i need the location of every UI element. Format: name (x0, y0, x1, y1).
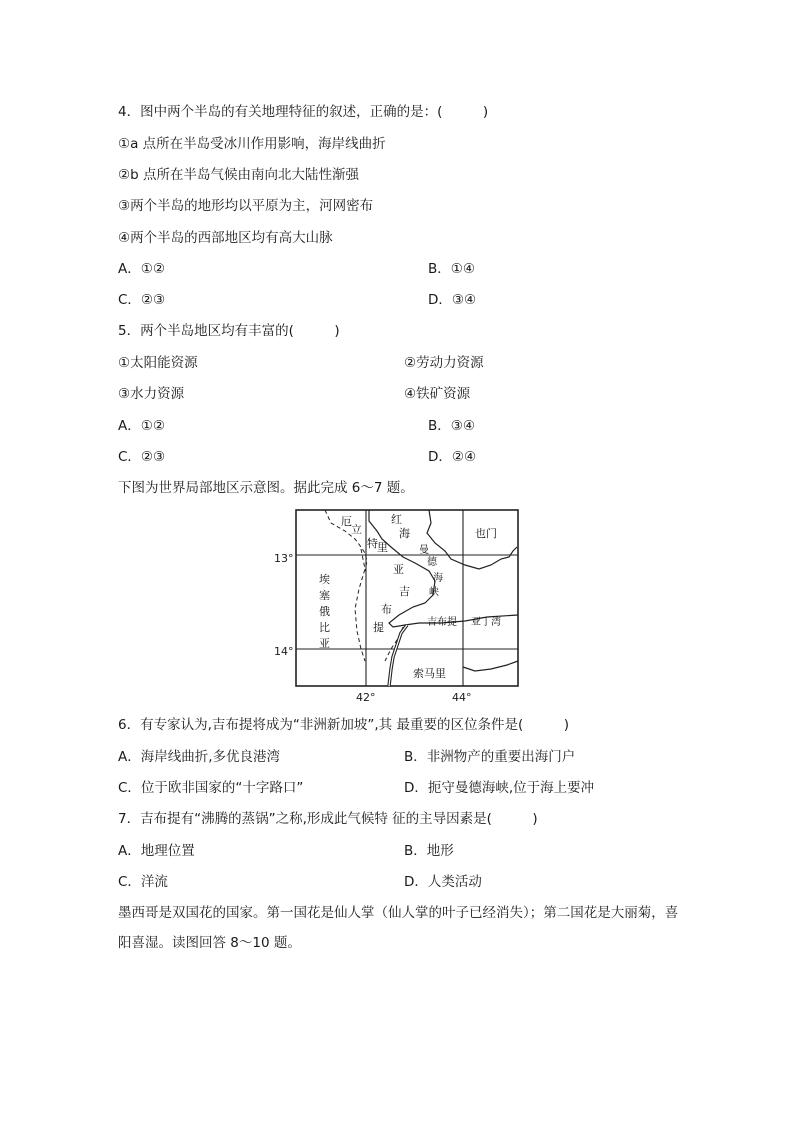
q7-option-c: C．洋流 (118, 874, 168, 890)
q6-stem: 6．有专家认为,吉布提将成为“非洲新加坡”,其 最重要的区位条件是( ) (118, 717, 569, 733)
label-ethiopia-3: 俄 (319, 605, 330, 618)
q4-option-a: A．①② (118, 261, 165, 277)
arabian-coastline (427, 510, 517, 569)
q7-option-a: A．地理位置 (118, 843, 195, 859)
q5-stem: 5．两个半岛地区均有丰富的( ) (118, 323, 340, 339)
label-eritrea-4: 里 (377, 541, 388, 554)
q4-stem: 4．图中两个半岛的有关地理特征的叙述，正确的是：( ) (118, 104, 489, 120)
label-eritrea-2: 立 (351, 523, 362, 536)
label-red-sea-2: 海 (399, 527, 410, 540)
label-ethiopia-1: 埃 (319, 573, 330, 586)
q4-item-2: ②b 点所在半岛气候由南向北大陆性渐强 (118, 167, 359, 183)
q5-option-d: D．②④ (428, 449, 477, 465)
label-ethiopia-5: 亚 (319, 637, 330, 650)
q5-option-c: C．②③ (118, 449, 166, 465)
label-mandeb-3: 海 (433, 573, 443, 584)
q6-option-d: D．扼守曼德海峡,位于海上要冲 (404, 780, 595, 796)
q6-option-c: C．位于欧非国家的“十字路口” (118, 780, 304, 796)
label-mandeb-2: 德 (427, 557, 437, 568)
somalia-coastline (463, 661, 518, 671)
q5-item-3: ③水力资源 (118, 386, 185, 402)
label-djibouti-country-2: 布 (381, 603, 392, 616)
q7-option-b: B．地形 (404, 843, 454, 859)
q4-item-3: ③两个半岛的地形均以平原为主，河网密布 (118, 198, 374, 214)
map-intro: 下图为世界局部地区示意图。据此完成 6～7 题。 (118, 480, 414, 496)
q7-option-d: D．人类活动 (404, 874, 482, 890)
q5-item-1: ①太阳能资源 (118, 355, 198, 371)
mexico-paragraph: 墨西哥是双国花的国家。第一国花是仙人掌（仙人掌的叶子已经消失）；第二国花是大丽菊，喜阳喜湿。读图回答 8～10 题。 (118, 905, 679, 951)
railway-line (389, 625, 407, 686)
q5-item-2: ②劳动力资源 (404, 355, 484, 371)
label-mandeb-1: 曼 (419, 545, 429, 556)
region-map (295, 509, 519, 687)
label-gulf-aden: 亚丁湾 (471, 617, 501, 628)
q4-option-d: D．③④ (428, 292, 477, 308)
q7-stem: 7．吉布提有“沸腾的蒸锅”之称,形成此气候特 征的主导因素是( ) (118, 811, 538, 827)
label-red-sea-1: 红 (391, 513, 402, 526)
q5-item-4: ④铁矿资源 (404, 386, 471, 402)
label-djibouti-country-1: 吉 (399, 585, 410, 598)
label-somalia: 索马里 (413, 667, 446, 680)
label-mandeb-4: 峡 (429, 587, 439, 598)
label-djibouti-city: 吉布提 (427, 617, 457, 628)
q5-option-b: B．③④ (428, 418, 475, 434)
q6-option-b: B．非洲物产的重要出海门户 (404, 749, 576, 765)
q4-item-4: ④两个半岛的西部地区均有高大山脉 (118, 230, 333, 246)
lat-label-13: 13° (274, 552, 294, 565)
label-eritrea-5: 亚 (393, 563, 404, 576)
border-ethiopia-djibouti (355, 549, 365, 661)
label-ethiopia-4: 比 (319, 621, 330, 634)
q4-item-1: ①a 点所在半岛受冰川作用影响，海岸线曲折 (118, 136, 386, 152)
label-djibouti-country-3: 提 (373, 621, 384, 634)
q4-option-c: C．②③ (118, 292, 166, 308)
lon-label-44: 44° (452, 691, 472, 704)
label-yemen: 也门 (475, 527, 497, 540)
q6-option-a: A．海岸线曲折,多优良港湾 (118, 749, 281, 765)
q5-option-a: A．①② (118, 418, 165, 434)
label-ethiopia-2: 塞 (319, 589, 330, 602)
lat-label-14: 14° (274, 645, 294, 658)
q4-option-b: B．①④ (428, 261, 475, 277)
lon-label-42: 42° (356, 691, 376, 704)
label-eritrea-3: 特 (367, 537, 378, 550)
label-eritrea-1: 厄 (341, 515, 352, 528)
